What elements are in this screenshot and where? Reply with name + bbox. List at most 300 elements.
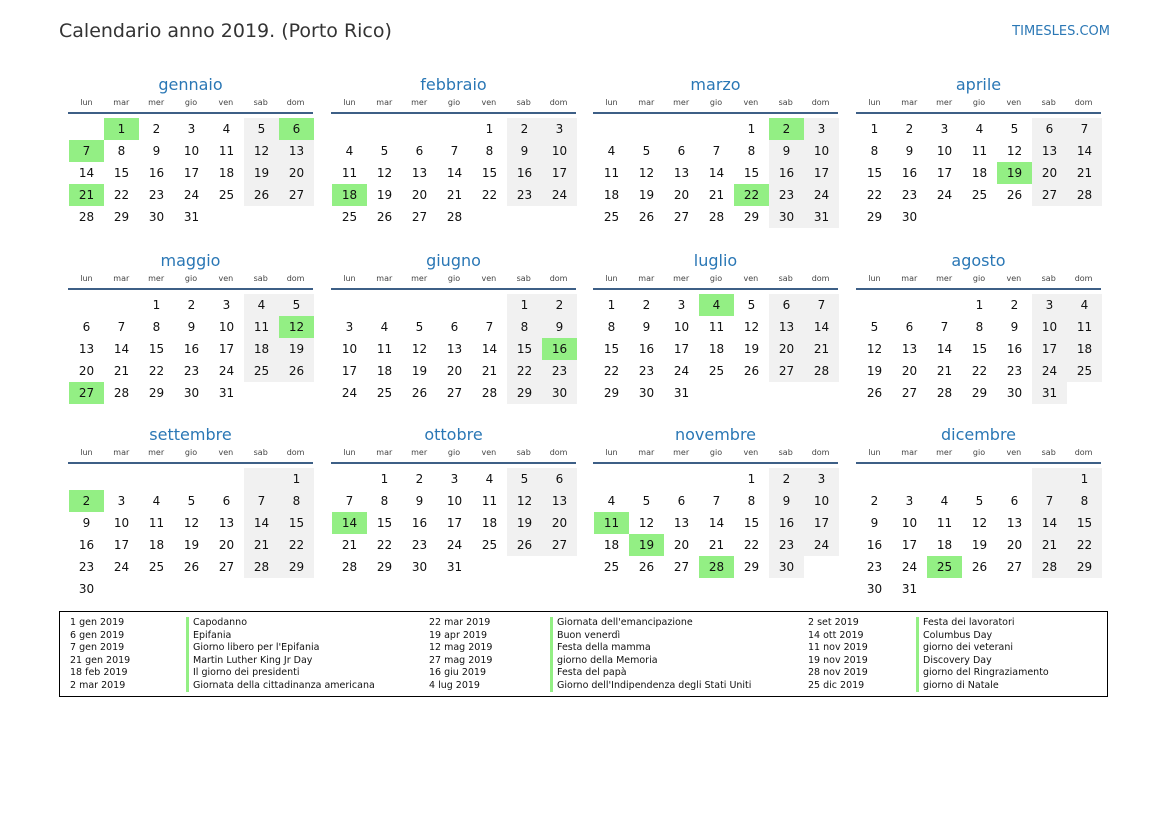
day-cell: 20 xyxy=(1032,162,1067,184)
day-cell: 19 xyxy=(743,342,760,356)
day-cell: 19 xyxy=(866,364,883,378)
day-cell: 7 xyxy=(485,320,494,334)
day-cell: 4 xyxy=(940,494,949,508)
empty-cell xyxy=(769,382,804,404)
legend-date: 19 apr 2019 xyxy=(429,629,488,641)
empty-cell xyxy=(892,468,927,490)
day-cell: 24 xyxy=(804,534,839,556)
day-cell: 10 xyxy=(1032,316,1067,338)
month-name: dicembre xyxy=(940,425,1017,444)
day-cell: 13 xyxy=(673,516,690,530)
day-cell: 2 xyxy=(507,118,542,140)
legend-holiday-name: Discovery Day xyxy=(923,654,992,666)
day-cell: 13 xyxy=(218,516,235,530)
day-cell: 19 xyxy=(279,338,314,360)
empty-cell xyxy=(857,468,892,490)
day-cell: 6 xyxy=(279,118,314,140)
day-cell: 20 xyxy=(769,338,804,360)
day-grid xyxy=(69,468,313,600)
day-cell: 7 xyxy=(712,144,721,158)
day-grid xyxy=(332,468,576,578)
weekday-header xyxy=(594,272,838,286)
day-cell: 17 xyxy=(542,162,577,184)
day-cell: 21 xyxy=(804,338,839,360)
day-cell: 7 xyxy=(1032,490,1067,512)
empty-cell xyxy=(367,118,402,140)
day-cell: 20 xyxy=(542,512,577,534)
legend-date: 6 gen 2019 xyxy=(70,629,125,641)
day-cell: 11 xyxy=(708,320,725,334)
day-cell: 4 xyxy=(1067,294,1102,316)
empty-cell xyxy=(542,206,577,228)
legend-date: 7 gen 2019 xyxy=(70,642,125,653)
day-cell: 12 xyxy=(279,316,314,338)
day-cell: 10 xyxy=(936,144,953,158)
weekday-label: sab xyxy=(778,274,793,283)
day-cell: 30 xyxy=(78,582,95,596)
weekday-label: mer xyxy=(148,448,165,457)
legend-date: 2 set 2019 xyxy=(808,617,859,628)
weekday-label: mar xyxy=(901,274,918,283)
day-cell: 22 xyxy=(481,188,498,202)
day-cell: 12 xyxy=(1006,144,1023,158)
day-cell: 31 xyxy=(673,386,690,400)
day-cell: 6 xyxy=(769,294,804,316)
day-cell: 22 xyxy=(376,538,393,552)
day-cell: 28 xyxy=(936,386,953,400)
day-cell: 1 xyxy=(152,298,161,312)
weekday-label: gio xyxy=(972,448,986,457)
day-cell: 28 xyxy=(446,210,463,224)
day-cell: 21 xyxy=(341,538,358,552)
day-cell: 2 xyxy=(642,298,651,312)
month-name: febbraio xyxy=(420,75,487,94)
day-cell: 18 xyxy=(603,538,620,552)
day-cell: 16 xyxy=(769,162,804,184)
day-cell: 6 xyxy=(222,494,231,508)
weekday-label: gio xyxy=(447,274,461,283)
empty-cell xyxy=(594,118,629,140)
day-cell: 16 xyxy=(507,162,542,184)
day-cell: 9 xyxy=(415,494,424,508)
empty-cell xyxy=(699,468,734,490)
day-cell: 29 xyxy=(376,560,393,574)
weekday-label: mar xyxy=(376,98,393,107)
legend-holiday-name: Buon venerdì xyxy=(557,629,621,641)
month-name: maggio xyxy=(160,251,221,270)
legend-holiday-name: Capodanno xyxy=(193,617,248,628)
legend-holiday-name: Festa del papà xyxy=(557,667,627,678)
day-cell: 5 xyxy=(244,118,279,140)
day-cell: 6 xyxy=(1032,118,1067,140)
month-rule xyxy=(68,288,313,290)
month-name: giugno xyxy=(426,251,481,270)
day-cell: 4 xyxy=(607,494,616,508)
weekday-label: mer xyxy=(673,98,690,107)
day-cell: 16 xyxy=(148,166,165,180)
day-cell: 6 xyxy=(415,144,424,158)
day-cell: 22 xyxy=(148,364,165,378)
day-cell: 23 xyxy=(769,534,804,556)
day-cell: 17 xyxy=(183,166,200,180)
legend-names xyxy=(916,617,1049,692)
day-cell: 8 xyxy=(747,494,756,508)
day-cell: 5 xyxy=(1010,122,1019,136)
day-cell: 4 xyxy=(607,144,616,158)
empty-cell xyxy=(962,578,997,600)
day-cell: 17 xyxy=(804,162,839,184)
weekday-label: mar xyxy=(376,448,393,457)
day-cell: 30 xyxy=(183,386,200,400)
day-cell: 9 xyxy=(187,320,196,334)
empty-cell xyxy=(997,578,1032,600)
day-cell: 22 xyxy=(279,534,314,556)
empty-cell xyxy=(244,578,279,600)
day-cell: 19 xyxy=(971,538,988,552)
day-cell: 27 xyxy=(411,210,428,224)
day-cell: 15 xyxy=(1067,512,1102,534)
day-cell: 27 xyxy=(769,360,804,382)
weekday-label: lun xyxy=(605,448,618,457)
weekday-label: ven xyxy=(481,274,497,283)
day-grid xyxy=(69,294,313,404)
day-cell: 24 xyxy=(218,364,235,378)
month-rule xyxy=(331,462,576,464)
day-cell: 5 xyxy=(187,494,196,508)
weekday-label: sab xyxy=(516,448,531,457)
day-cell: 14 xyxy=(244,512,279,534)
month-name: agosto xyxy=(951,251,1006,270)
day-cell: 28 xyxy=(804,360,839,382)
day-grid xyxy=(857,468,1101,600)
day-cell: 12 xyxy=(507,490,542,512)
day-cell: 16 xyxy=(901,166,918,180)
weekday-label: ven xyxy=(743,98,759,107)
holiday-legend xyxy=(59,611,1108,697)
legend-date: 4 lug 2019 xyxy=(429,679,480,691)
empty-cell xyxy=(1032,206,1067,228)
day-cell: 7 xyxy=(1067,118,1102,140)
empty-cell xyxy=(927,468,962,490)
day-cell: 5 xyxy=(415,320,424,334)
month-febbraio xyxy=(331,74,576,228)
empty-cell xyxy=(332,294,367,316)
month-agosto xyxy=(856,250,1101,404)
day-cell: 28 xyxy=(708,210,725,224)
empty-cell xyxy=(69,468,104,490)
day-cell: 13 xyxy=(673,166,690,180)
day-cell: 17 xyxy=(218,342,235,356)
day-cell: 1 xyxy=(380,472,389,486)
day-grid xyxy=(594,468,838,578)
day-cell: 11 xyxy=(148,516,165,530)
day-cell: 10 xyxy=(183,144,200,158)
day-cell: 14 xyxy=(332,512,367,534)
weekday-label: mer xyxy=(673,448,690,457)
day-cell: 10 xyxy=(542,140,577,162)
weekday-label: ven xyxy=(1006,448,1022,457)
day-cell: 2 xyxy=(152,122,161,136)
day-cell: 12 xyxy=(376,166,393,180)
weekday-label: mar xyxy=(638,448,655,457)
day-cell: 11 xyxy=(481,494,498,508)
day-cell: 3 xyxy=(117,494,126,508)
day-cell: 11 xyxy=(218,144,235,158)
day-cell: 6 xyxy=(82,320,91,334)
legend-date: 22 mar 2019 xyxy=(429,617,491,628)
weekday-label: mar xyxy=(113,274,130,283)
day-cell: 24 xyxy=(1032,360,1067,382)
empty-cell xyxy=(892,294,927,316)
day-cell: 18 xyxy=(148,538,165,552)
month-dicembre xyxy=(856,424,1101,600)
day-cell: 16 xyxy=(638,342,655,356)
day-cell: 13 xyxy=(279,140,314,162)
day-cell: 14 xyxy=(708,516,725,530)
empty-cell xyxy=(209,206,244,228)
empty-cell xyxy=(174,468,209,490)
site-link[interactable]: TIMESLES.COM xyxy=(1012,24,1110,39)
empty-cell xyxy=(664,118,699,140)
day-cell: 2 xyxy=(415,472,424,486)
day-cell: 19 xyxy=(183,538,200,552)
day-cell: 12 xyxy=(971,516,988,530)
legend-dates xyxy=(429,617,492,692)
day-cell: 27 xyxy=(1006,560,1023,574)
weekday-label: gio xyxy=(447,98,461,107)
empty-cell xyxy=(997,206,1032,228)
day-cell: 28 xyxy=(1032,556,1067,578)
day-cell: 21 xyxy=(481,364,498,378)
day-cell: 8 xyxy=(279,490,314,512)
empty-cell xyxy=(139,468,174,490)
legend-holiday-name: Giornata dell'emancipazione xyxy=(557,617,693,628)
day-cell: 17 xyxy=(341,364,358,378)
weekday-header xyxy=(857,96,1101,110)
day-cell: 15 xyxy=(603,342,620,356)
weekday-label: sab xyxy=(1041,448,1056,457)
day-cell: 26 xyxy=(507,534,542,556)
day-cell: 29 xyxy=(279,556,314,578)
weekday-label: lun xyxy=(343,98,356,107)
weekday-header xyxy=(69,272,313,286)
day-cell: 16 xyxy=(542,338,577,360)
weekday-label: ven xyxy=(743,274,759,283)
day-cell: 29 xyxy=(1067,556,1102,578)
day-cell: 30 xyxy=(769,206,804,228)
month-rule xyxy=(68,112,313,114)
day-cell: 24 xyxy=(183,188,200,202)
day-cell: 26 xyxy=(971,560,988,574)
legend-date: 1 gen 2019 xyxy=(70,617,125,628)
day-cell: 14 xyxy=(78,166,95,180)
day-cell: 9 xyxy=(1010,320,1019,334)
day-cell: 15 xyxy=(148,342,165,356)
day-cell: 5 xyxy=(870,320,879,334)
legend-holiday-name: Giornata della cittadinanza americana xyxy=(193,679,375,691)
empty-cell xyxy=(594,468,629,490)
day-cell: 16 xyxy=(769,512,804,534)
legend-holiday-name: Il giorno dei presidenti xyxy=(193,667,300,678)
weekday-label: mer xyxy=(148,274,165,283)
day-cell: 23 xyxy=(866,560,883,574)
month-rule xyxy=(68,462,313,464)
day-cell: 6 xyxy=(677,144,686,158)
day-cell: 12 xyxy=(244,140,279,162)
empty-cell xyxy=(472,556,507,578)
day-cell: 15 xyxy=(507,338,542,360)
weekday-label: ven xyxy=(743,448,759,457)
legend-date: 27 mag 2019 xyxy=(429,654,493,666)
day-cell: 26 xyxy=(376,210,393,224)
empty-cell xyxy=(472,294,507,316)
day-cell: 15 xyxy=(481,166,498,180)
day-cell: 10 xyxy=(446,494,463,508)
day-cell: 27 xyxy=(218,560,235,574)
day-cell: 18 xyxy=(971,166,988,180)
empty-cell xyxy=(542,556,577,578)
day-cell: 1 xyxy=(104,118,139,140)
day-cell: 20 xyxy=(218,538,235,552)
day-cell: 10 xyxy=(673,320,690,334)
weekday-label: gio xyxy=(184,98,198,107)
weekday-label: dom xyxy=(811,448,830,457)
weekday-label: lun xyxy=(868,274,881,283)
empty-cell xyxy=(857,294,892,316)
day-cell: 30 xyxy=(866,582,883,596)
day-cell: 4 xyxy=(222,122,231,136)
day-cell: 14 xyxy=(446,166,463,180)
day-cell: 8 xyxy=(152,320,161,334)
day-cell: 25 xyxy=(376,386,393,400)
day-cell: 12 xyxy=(638,166,655,180)
day-cell: 23 xyxy=(901,188,918,202)
day-cell: 28 xyxy=(699,556,734,578)
day-cell: 22 xyxy=(734,184,769,206)
day-cell: 24 xyxy=(542,184,577,206)
weekday-label: sab xyxy=(516,98,531,107)
month-settembre xyxy=(68,424,313,600)
day-cell: 23 xyxy=(78,560,95,574)
weekday-label: dom xyxy=(549,448,568,457)
day-cell: 13 xyxy=(769,316,804,338)
day-cell: 21 xyxy=(708,538,725,552)
day-cell: 23 xyxy=(542,360,577,382)
day-cell: 25 xyxy=(971,188,988,202)
day-cell: 6 xyxy=(677,494,686,508)
day-cell: 8 xyxy=(507,316,542,338)
weekday-label: lun xyxy=(868,448,881,457)
weekday-label: mer xyxy=(148,98,165,107)
weekday-label: sab xyxy=(1041,98,1056,107)
day-cell: 25 xyxy=(148,560,165,574)
day-cell: 25 xyxy=(708,364,725,378)
empty-cell xyxy=(402,118,437,140)
weekday-label: ven xyxy=(1006,98,1022,107)
day-cell: 19 xyxy=(997,162,1032,184)
day-cell: 14 xyxy=(936,342,953,356)
day-cell: 11 xyxy=(244,316,279,338)
month-rule xyxy=(856,288,1101,290)
legend-holiday-name: giorno dei veterani xyxy=(923,642,1014,653)
day-cell: 22 xyxy=(113,188,130,202)
empty-cell xyxy=(962,468,997,490)
empty-cell xyxy=(244,206,279,228)
weekday-label: lun xyxy=(605,98,618,107)
day-cell: 11 xyxy=(594,512,629,534)
day-cell: 11 xyxy=(341,166,358,180)
day-cell: 4 xyxy=(244,294,279,316)
weekday-label: dom xyxy=(811,98,830,107)
month-giugno xyxy=(331,250,576,404)
empty-cell xyxy=(139,578,174,600)
day-cell: 27 xyxy=(69,382,104,404)
legend-date: 18 feb 2019 xyxy=(70,667,128,678)
day-cell: 18 xyxy=(218,166,235,180)
day-cell: 9 xyxy=(152,144,161,158)
day-grid xyxy=(332,294,576,404)
day-cell: 16 xyxy=(411,516,428,530)
weekday-label: dom xyxy=(549,98,568,107)
weekday-header xyxy=(857,446,1101,460)
day-cell: 13 xyxy=(446,342,463,356)
day-cell: 1 xyxy=(747,122,756,136)
weekday-label: sab xyxy=(778,448,793,457)
weekday-label: mer xyxy=(411,274,428,283)
weekday-label: dom xyxy=(286,448,305,457)
legend-holiday-name: Epifania xyxy=(193,629,232,641)
day-cell: 24 xyxy=(113,560,130,574)
month-rule xyxy=(593,112,838,114)
day-cell: 28 xyxy=(244,556,279,578)
day-cell: 27 xyxy=(901,386,918,400)
empty-cell xyxy=(104,578,139,600)
day-cell: 30 xyxy=(148,210,165,224)
day-cell: 23 xyxy=(638,364,655,378)
day-cell: 20 xyxy=(446,364,463,378)
month-rule xyxy=(593,462,838,464)
day-cell: 8 xyxy=(380,494,389,508)
day-cell: 6 xyxy=(450,320,459,334)
day-cell: 23 xyxy=(411,538,428,552)
day-cell: 17 xyxy=(673,342,690,356)
day-cell: 31 xyxy=(1032,382,1067,404)
day-cell: 15 xyxy=(743,516,760,530)
day-cell: 19 xyxy=(629,534,664,556)
day-grid xyxy=(857,294,1101,404)
month-rule xyxy=(331,112,576,114)
day-cell: 4 xyxy=(152,494,161,508)
day-cell: 26 xyxy=(279,360,314,382)
legend-holiday-name: Giorno libero per l'Epifania xyxy=(193,642,320,653)
day-cell: 2 xyxy=(769,118,804,140)
legend-dates xyxy=(70,617,130,692)
day-cell: 16 xyxy=(78,538,95,552)
day-cell: 21 xyxy=(708,188,725,202)
day-cell: 3 xyxy=(804,118,839,140)
day-cell: 1 xyxy=(870,122,879,136)
empty-cell xyxy=(209,468,244,490)
day-cell: 13 xyxy=(1032,140,1067,162)
day-cell: 25 xyxy=(244,360,279,382)
weekday-label: mar xyxy=(638,274,655,283)
weekday-label: gio xyxy=(709,274,723,283)
weekday-label: dom xyxy=(549,274,568,283)
weekday-label: mar xyxy=(113,448,130,457)
day-cell: 25 xyxy=(603,210,620,224)
day-cell: 25 xyxy=(481,538,498,552)
weekday-label: sab xyxy=(253,98,268,107)
